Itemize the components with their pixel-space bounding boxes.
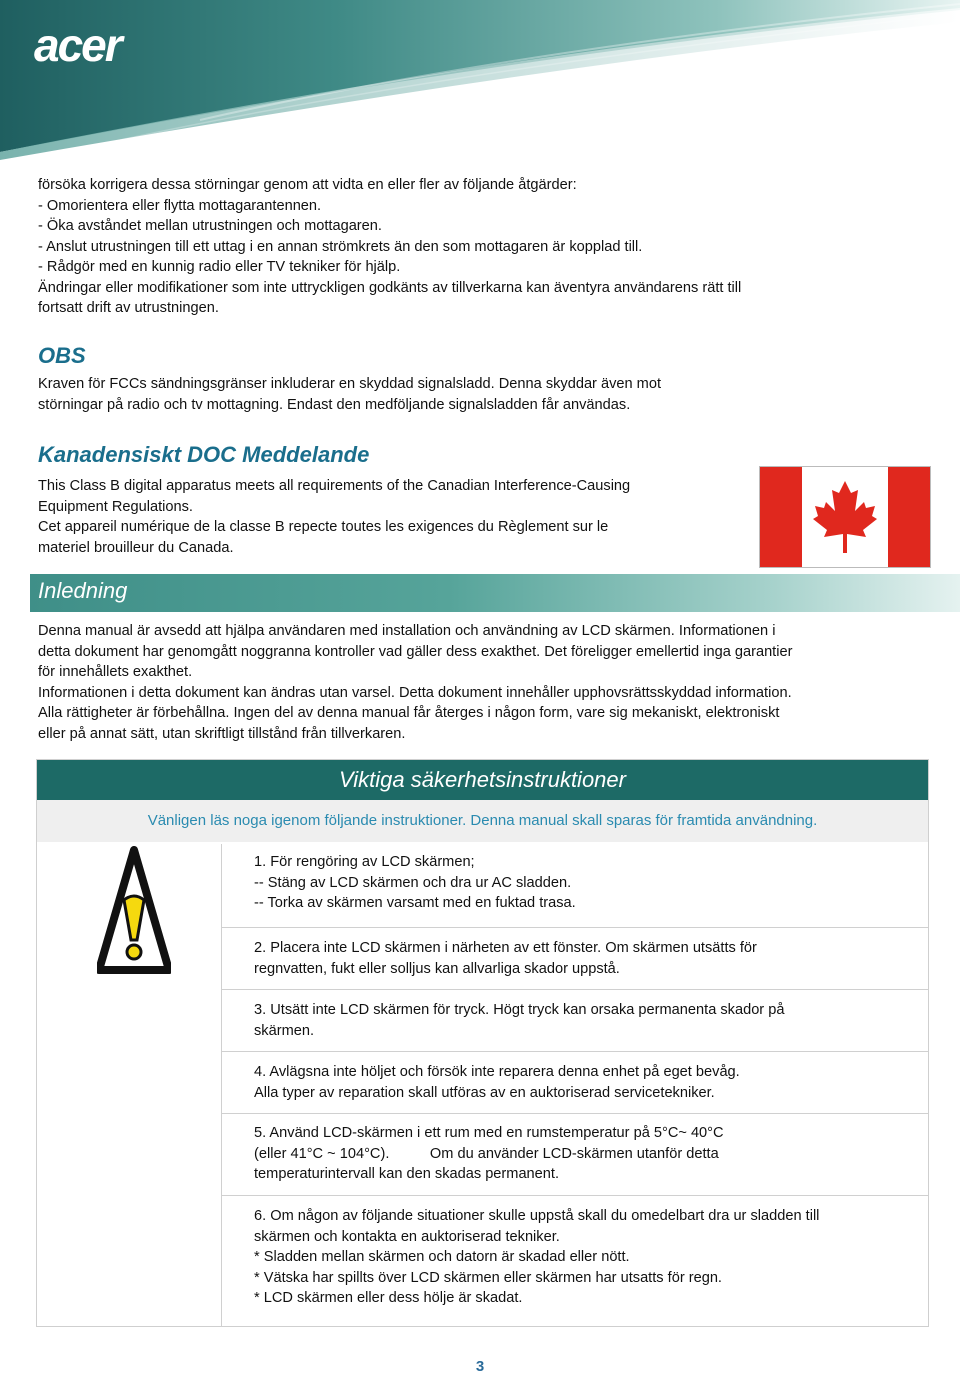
safety-item-3 (254, 1000, 924, 1041)
safety-item-1 (254, 852, 924, 914)
text-line: Cet appareil numérique de la classe B repecte toutes les exigences du Règlement sur le (38, 519, 609, 535)
text-line: försöka korrigera dessa störningar genom att vidta en eller fler av följande åtgärder: (38, 177, 577, 193)
text-line: 6. Om någon av följande situationer skulle uppstå skall du omedelbart dra ur sladden till (254, 1208, 820, 1224)
safety-subtitle: Vänligen läs noga igenom följande instruktioner. Denna manual skall sparas för framtida användning. (37, 800, 928, 842)
text-line: 5. Använd LCD-skärmen i ett rum med en rumstemperatur på 5°C~ 40°C (254, 1125, 724, 1141)
introduction-text (38, 621, 792, 744)
safety-title: Viktiga säkerhetsinstruktioner (37, 760, 928, 800)
row-divider (222, 1113, 928, 1114)
column-divider (221, 844, 222, 1327)
page-number: 3 (475, 1358, 485, 1375)
text-line: eller på annat sätt, utan skriftligt tillstånd från tillverkaren. (38, 725, 406, 742)
safety-item-5 (254, 1123, 924, 1185)
safety-item-6 (254, 1206, 924, 1309)
text-line: materiel brouilleur du Canada. (38, 539, 234, 556)
text-line: * Vätska har spillts över LCD skärmen eller skärmen har utsatts för regn. (254, 1269, 722, 1286)
safety-item-4 (254, 1062, 924, 1103)
text-line: 2. Placera inte LCD skärmen i närheten av ett fönster. Om skärmen utsätts för (254, 940, 757, 956)
text-line: detta dokument har genomgått noggranna kontroller vad gäller dess exakthet. Det föreligger emellertid inga garantier (38, 643, 793, 660)
text-line: störningar på radio och tv mottagning. Endast den medföljande signalsladden får användas. (38, 396, 631, 413)
canadian-flag-icon (759, 466, 931, 568)
text-line: Ändringar eller modifikationer som inte uttryckligen godkänts av tillverkarna kan äventyra användarens rätt till (38, 279, 742, 296)
doc-text (38, 476, 630, 558)
text-line: skärmen. (254, 1022, 315, 1039)
text-line: Alla typer av reparation skall utföras av en auktoriserad servicetekniker. (254, 1084, 715, 1101)
acer-logo: acer (34, 19, 121, 71)
text-line: -- Stäng av LCD skärmen och dra ur AC sladden. (254, 874, 572, 891)
text-line: temperaturintervall kan den skadas permanent. (254, 1166, 560, 1182)
row-divider (222, 1195, 928, 1196)
text-line: * LCD skärmen eller dess hölje är skadat. (254, 1290, 523, 1306)
introduction-heading-bar (30, 574, 960, 612)
text-line: Equipment Regulations. (38, 498, 193, 515)
text-line: 3. Utsätt inte LCD skärmen för tryck. Högt tryck kan orsaka permanenta skador på (254, 1002, 785, 1018)
text-line: Kraven för FCCs sändningsgränser inkluderar en skyddad signalsladd. Denna skyddar även mot (38, 376, 661, 392)
text-line: för innehållets exakthet. (38, 664, 193, 680)
text-line: (eller 41°C ~ 104°C). Om du använder LCD-skärmen utanför detta (254, 1145, 719, 1162)
text-line: - Anslut utrustningen till ett uttag i en annan strömkrets än den som mottagaren är kopplad till. (38, 238, 643, 255)
row-divider (222, 989, 928, 990)
text-line: 4. Avlägsna inte höljet och försök inte reparera denna enhet på eget bevåg. (254, 1064, 740, 1080)
text-line: - Rådgör med en kunnig radio eller TV tekniker för hjälp. (38, 259, 401, 275)
warning-icon (97, 846, 171, 979)
text-line: - Öka avståndet mellan utrustningen och mottagaren. (38, 218, 382, 234)
text-line: -- Torka av skärmen varsamt med en fuktad trasa. (254, 895, 576, 911)
text-line: Denna manual är avsedd att hjälpa användaren med installation och användning av LCD skärmen. Informationen i (38, 623, 776, 639)
text-line: * Sladden mellan skärmen och datorn är skadad eller nött. (254, 1249, 630, 1265)
text-line: skärmen och kontakta en auktoriserad tekniker. (254, 1228, 560, 1245)
text-line: - Omorientera eller flytta mottagarantennen. (38, 197, 322, 214)
text-line: This Class B digital apparatus meets all requirements of the Canadian Interference-Causing (38, 478, 631, 494)
doc-heading: Kanadensiskt DOC Meddelande (38, 442, 370, 467)
obs-heading: OBS (38, 343, 86, 368)
row-divider (222, 1051, 928, 1052)
fcc-continuation-text (38, 175, 741, 319)
header-wave-graphic (0, 0, 960, 160)
text-line: Alla rättigheter är förbehållna. Ingen del av denna manual får återges i någon form, vare sig mekaniskt, elektroniskt (38, 705, 780, 721)
safety-instructions-table (36, 759, 929, 1327)
text-line: Informationen i detta dokument kan ändras utan varsel. Detta dokument innehåller upphovsrättsskyddad information. (38, 684, 792, 701)
obs-text (38, 374, 661, 415)
text-line: 1. För rengöring av LCD skärmen; (254, 854, 475, 870)
row-divider (222, 927, 928, 928)
introduction-heading: Inledning (38, 578, 128, 603)
text-line: regnvatten, fukt eller solljus kan allvarliga skador uppstå. (254, 960, 620, 977)
text-line: fortsatt drift av utrustningen. (38, 300, 219, 316)
header-banner (0, 0, 960, 160)
safety-item-2 (254, 938, 924, 979)
